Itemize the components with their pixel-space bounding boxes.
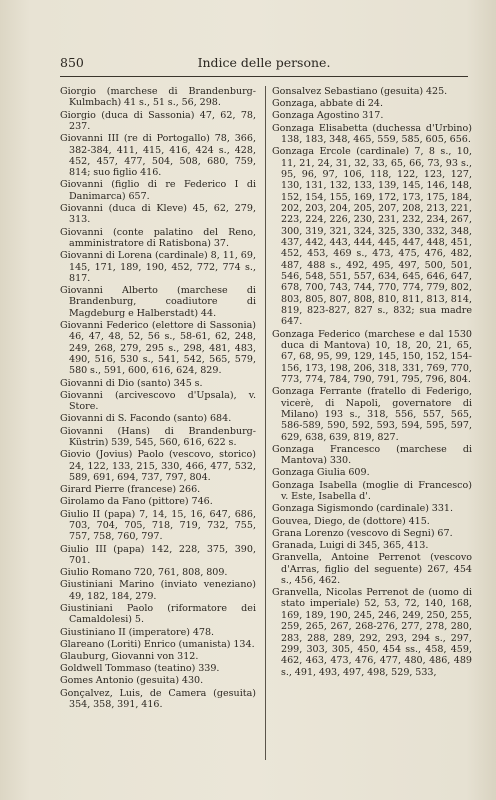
index-entry: Glauburg, Giovanni von 312.: [60, 650, 199, 662]
index-entry: Giovanni di Dio (santo) 345 s.: [60, 377, 203, 389]
index-entry: Giustiniani Marino (inviato veneziano) 49, 182, 184, 279.: [60, 579, 256, 602]
index-entry: Gonzaga Francesco (marchese di Mantova) 330.: [272, 443, 472, 467]
index-entry: Gonçalvez, Luis, de Camera (gesuita) 354, 358, 391, 416.: [60, 687, 256, 711]
index-column-right: [272, 86, 472, 679]
column-divider: [265, 86, 266, 760]
index-entry: Gonzaga Agostino 317.: [272, 110, 384, 122]
index-entry: Giulio Romano 720, 761, 808, 809.: [60, 567, 228, 579]
index-entry: Giovanni di S. Facondo (santo) 684.: [60, 413, 232, 425]
index-entry: Gonzaga Elisabetta (duchessa d'Urbino) 138, 183, 348, 465, 559, 585, 605, 656.: [272, 122, 472, 146]
index-column-left: [60, 86, 256, 711]
index-entry: Giorgio (duca di Sassonia) 47, 62, 78, 237.: [60, 109, 256, 132]
index-entry: Gonzaga Giulia 609.: [272, 467, 370, 479]
index-entry: Giovanni (figlio di re Federico I di Danimarca) 657.: [60, 179, 256, 202]
index-entry: Giovanni di Lorena (cardinale) 8, 11, 69, 145, 171, 189, 190, 452, 772, 774 s., 817.: [60, 250, 256, 284]
header-rule: [60, 76, 468, 77]
index-entry: Glareano (Loriti) Enrico (umanista) 134.: [60, 638, 255, 650]
running-header: [60, 54, 468, 72]
index-entry: Giovanni Federico (elettore di Sassonia) 46, 47, 48, 52, 56 s., 58-61, 62, 248, 249, 268, 279, 295 s., 298, 481, 483, 490, 516, 530 s., 541, 542, 565, 579, 580 s., 591, 600, 616, 624, 829.: [60, 320, 256, 377]
index-entry: Gonzaga Federico (marchese e dal 1530 duca di Mantova) 10, 18, 20, 21, 65, 67, 68, 95, 99, 129, 145, 150, 152, 154-156, 173, 198, 206, 318, 331, 769, 770, 773, 774, 784, 790, 791, 795, 796, 804.: [272, 328, 472, 386]
index-entry: Gonzaga, abbate di 24.: [272, 98, 384, 110]
index-entry: Granada, Luigi di 345, 365, 413.: [272, 539, 429, 551]
index-entry: Giovanni (Hans) di Brandenburg-Küstrin) 539, 545, 560, 616, 622 s.: [60, 425, 256, 448]
index-entry: Giovanni Alberto (marchese di Brandenburg, coadiutore di Magdeburg e Halberstadt) 44.: [60, 285, 256, 319]
page-title: Indice delle persone.: [197, 55, 331, 70]
index-entry: Giulio III (papa) 142, 228, 375, 390, 701.: [60, 543, 256, 566]
index-entry: Girolamo da Fano (pittore) 746.: [60, 496, 213, 508]
page-number: 850: [60, 55, 84, 70]
index-entry: Gonzaga Ercole (cardinale) 7, 8 s., 10, 11, 21, 24, 31, 32, 33, 65, 66, 73, 93 s., 95, 96, 97, 106, 118, 122, 123, 127, 130, 131, 132, 133, 139, 145, 146, 148, 152, 154, 155, 169, 172, 173, 175, 184, 202, 203, 204, 205, 207, 208, 213, 221, 223, 224, 226, 230, 231, 232, 234, 267, 300, 319, 321, 324, 325, 330, 332, 348, 437, 442, 443, 444, 445, 447, 448, 451, 452, 453, 469 s., 473, 475, 476, 482, 487, 488 s., 492, 495, 497, 500, 501, 546, 548, 551, 557, 634, 645, 646, 647, 678, 700, 743, 744, 770, 774, 779, 802, 803, 805, 807, 808, 810, 811, 813, 814, 819, 823-827, 827 s., 832; sua madre 647.: [272, 146, 472, 328]
index-entry: Giulio II (papa) 7, 14, 15, 16, 647, 686, 703, 704, 705, 718, 719, 732, 755, 757, 758, 760, 797.: [60, 508, 256, 543]
index-entry: Gonzaga Isabella (moglie di Francesco) v. Este, Isabella d'.: [272, 479, 472, 503]
index-entry: Giovio (Jovius) Paolo (vescovo, storico) 24, 122, 133, 215, 330, 466, 477, 532, 589, 691, 694, 737, 797, 804.: [60, 449, 256, 483]
index-entry: Granvella, Antoine Perrenot (vescovo d'Arras, figlio del seguente) 267, 454 s., 456, 462.: [272, 552, 472, 586]
index-entry: Gonzaga Ferrante (fratello di Federigo, vicerè, di Napoli, governatore di Milano) 193 s., 318, 556, 557, 565, 586-589, 590, 592, 593, 594, 595, 597, 629, 638, 639, 819, 827.: [272, 386, 472, 443]
index-entry: Giovanni (conte palatino del Reno, amministratore di Ratisbona) 37.: [60, 226, 256, 249]
index-entry: Giovanni (arcivescovo d'Upsala), v. Store.: [60, 389, 256, 413]
index-entry: Goldwell Tommaso (teatino) 339.: [60, 663, 220, 675]
index-entry: Giovanni (duca di Kleve) 45, 62, 279, 313.: [60, 203, 256, 226]
index-entry: Giustiniano II (imperatore) 478.: [60, 626, 215, 638]
index-entry: Granvella, Nicolas Perrenot de (uomo di stato imperiale) 52, 53, 72, 140, 168, 169, 189, 190, 245, 246, 249, 250, 255, 259, 265, 267, 268-276, 277, 278, 280, 283, 288, 289, 292, 293, 294 s., 297, 299, 303, 305, 450, 454 ss., 458, 459, 462, 463, 473, 476, 477, 480, 486, 489 s., 491, 493, 497, 498, 529, 533,: [272, 587, 472, 678]
index-entry: Gonzaga Sigismondo (cardinale) 331.: [272, 503, 454, 515]
index-entry: Giorgio (marchese di Brandenburg-Kulmbach) 41 s., 51 s., 56, 298.: [60, 86, 256, 109]
index-entry: Giovanni III (re di Portogallo) 78, 366, 382-384, 411, 415, 416, 424 s., 428, 452, 457, 477, 504, 508, 680, 759, 814; suo figlio 416.: [60, 133, 256, 179]
index-entry: Gonsalvez Sebastiano (gesuita) 425.: [272, 86, 448, 97]
index-entry: Gomes Antonio (gesuita) 430.: [60, 675, 204, 687]
index-entry: Girard Pierre (francese) 266.: [60, 484, 201, 496]
index-entry: Grana Lorenzo (vescovo di Segni) 67.: [272, 527, 453, 539]
index-entry: Giustiniani Paolo (riformatore dei Camaldolesi) 5.: [60, 602, 256, 626]
index-entry: Gouvea, Diego, de (dottore) 415.: [272, 515, 430, 527]
